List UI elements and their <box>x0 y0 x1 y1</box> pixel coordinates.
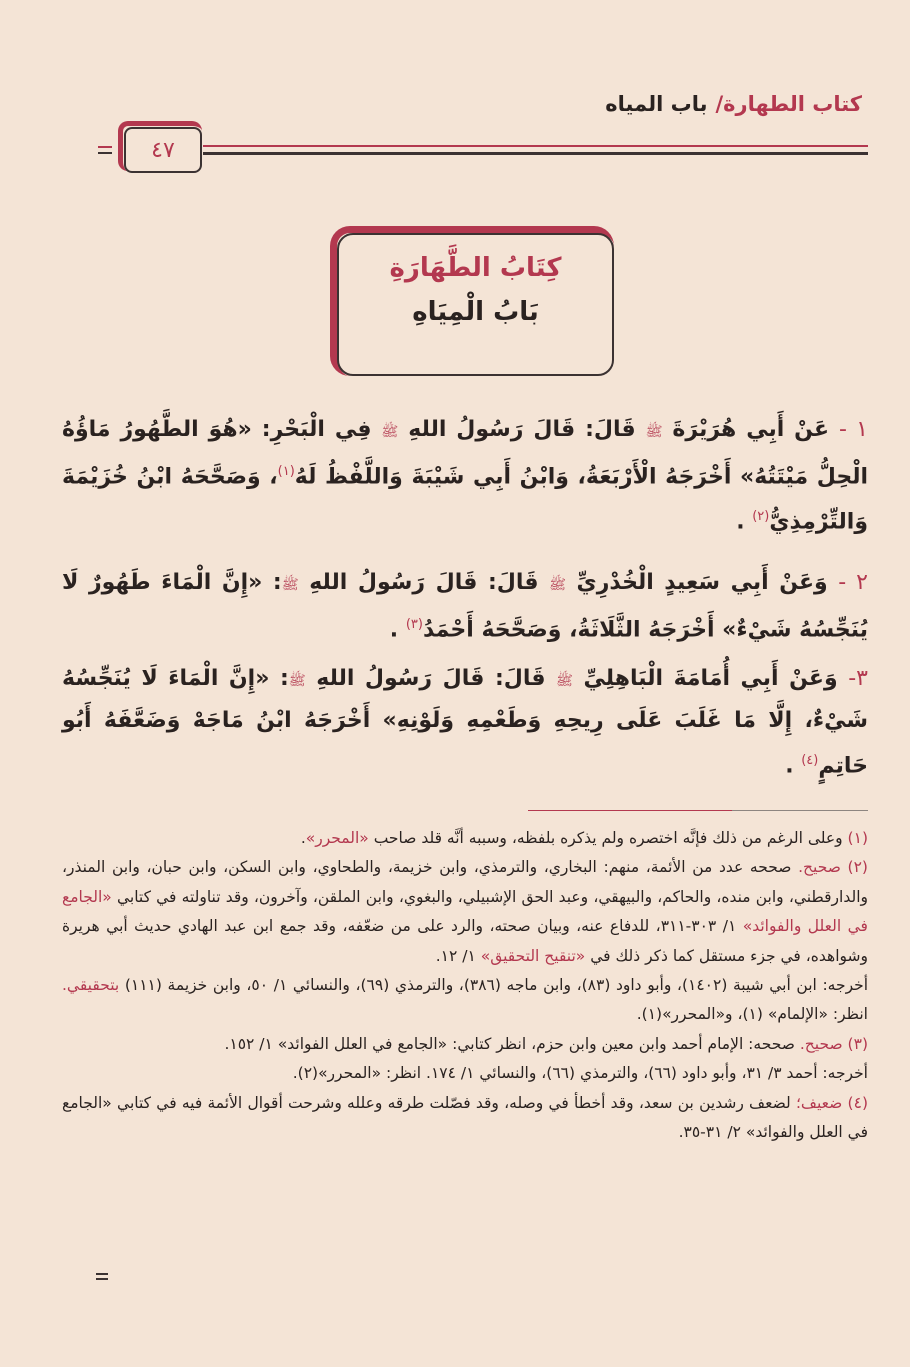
hadith-text: قَالَ: قَالَ رَسُولُ اللهِ <box>408 417 636 442</box>
honorific-icon: ﷺ <box>645 424 663 440</box>
hadith-text: : «إِنَّ الْمَاءَ لَا يُنَجِّسُهُ شَيْءٌ، إِلَّا مَا غَلَبَ عَلَى رِيحِهِ وَطَعْمِهِ وَلَوْنِهِ» أَخْرَجَهُ ابْنُ مَاجَهْ وَضَعَّفَهُ أَبُو حَاتِمٍ <box>62 666 868 779</box>
footnote-2 <box>62 853 868 971</box>
hadith-text: : «إِنَّ الْمَاءَ طَهُورٌ لَا يُنَجِّسُهُ شَيْءٌ» أَخْرَجَهُ الثَّلَاثَةُ، وَصَحَّحَهُ أَحْمَدُ <box>62 570 868 643</box>
hadith-end: . <box>389 617 399 643</box>
footnote-separator <box>528 810 868 811</box>
footnote-1 <box>62 824 868 853</box>
footnote-grade: صحيح. <box>798 858 841 877</box>
footnote-3-takhrij <box>62 1059 868 1088</box>
footnote-tahqiq: بتحقيقي. <box>62 976 120 995</box>
running-head-chapter: باب المياه <box>605 92 708 116</box>
footnote-takhrij: أخرجه: أحمد ٣/ ٣١، وأبو داود (٦٦)، والترمذي (٦٦)، والنسائي ١/ ١٧٤. انظر: «المحرر»(٢). <box>292 1064 868 1083</box>
footnote-text: لضعف رشدين بن سعد، وقد أخطأ في وصله، وقد فصّلت طرقه وعلله وشرحت أقوال الأئمة فيه في كتابي «الجامع في العلل والفوائد» ٢/ ٣١-٣٥. <box>62 1093 868 1142</box>
honorific-icon: ﷺ <box>556 673 573 689</box>
honorific-icon: ﷺ <box>288 673 306 689</box>
footnote-quote: «المحرر» <box>305 829 369 847</box>
honorific-icon: ﷺ <box>281 577 299 593</box>
footnote-4 <box>62 1089 868 1148</box>
running-head <box>605 92 862 116</box>
footnote-number: (٣) <box>847 1034 868 1053</box>
footnote-takhrij: أخرجه: ابن أبي شيبة (١٤٠٢)، وأبو داود (٨٣)، وابن ماجه (٣٨٦)، والترمذي (٦٩)، والنسائي ١/ ٥٠، وابن خزيمة (١١١) <box>124 976 869 995</box>
header-rule-accent <box>203 145 868 147</box>
honorific-icon: ﷺ <box>549 577 566 593</box>
hadith-text: وَعَنْ أَبِي أُمَامَةَ الْبَاهِلِيِّ <box>583 666 838 691</box>
page-number-box <box>124 127 202 173</box>
footnote-number: (١) <box>847 829 868 847</box>
title-box <box>337 233 614 376</box>
footnote-ref[interactable]: (٤) <box>801 753 819 768</box>
hadith-2 <box>62 563 868 650</box>
footnote-ref[interactable]: (٣) <box>405 617 423 632</box>
footnote-3 <box>62 1030 868 1059</box>
footnote-ref[interactable]: (١) <box>277 464 295 479</box>
footnote-text: ١/ ٣٠٣-٣١١، للدفاع عنه، وبيان صحته، والرد على من ضعّفه، وقد جمع ابن عبد الهادي حديث أبي هريرة وشواهده، في جزء مستقل كما ذكر ذلك في <box>62 917 868 965</box>
footnote-quote: «الجامع في العلل والفوائد» <box>62 887 868 936</box>
footnote-2-takhrij <box>62 971 868 1030</box>
hadith-1 <box>62 410 868 543</box>
book-title: كِتَابُ الطَّهَارَةِ <box>389 253 562 283</box>
footnote-end: . <box>300 829 306 847</box>
hadith-text: ، وَصَحَّحَهُ ابْنُ خُزَيْمَةَ وَالتِّرْمِذِيُّ <box>62 464 868 535</box>
footnote-text: وعلى الرغم من ذلك فإنَّه اختصره ولم يذكره بلفظه، وسببه أنَّه قلد صاحب <box>373 829 843 847</box>
footnote-takhrij: انظر: «الإلمام» (١)، و«المحرر»(١). <box>636 1005 868 1024</box>
hadith-end: . <box>736 509 745 535</box>
footnotes <box>62 824 868 1147</box>
hadith-text: فِي الْبَحْرِ: «هُوَ الطَّهُورُ مَاؤُهُ الْحِلُّ مَيْتَتُهُ» أَخْرَجَهُ الْأَرْبَعَةُ، وَابْنُ أَبِي شَيْبَةَ وَاللَّفْظُ لَهُ <box>62 417 868 490</box>
honorific-icon: ﷺ <box>381 424 399 440</box>
footnote-text: صححه عدد من الأئمة، منهم: البخاري، والترمذي، وابن خزيمة، والطحاوي، وابن السكن، وابن حبان، وابن المنذر، والدارقطني، وابن منده، والحاكم، والبيهقي، وعبد الحق الإشبيلي، والبغوي، وابن الملقن، وآخرون، وقد تناولته في كتابي <box>62 858 868 906</box>
hadith-text: وَعَنْ أَبِي سَعِيدٍ الْخُدْرِيِّ <box>576 570 828 595</box>
hadith-end: . <box>785 753 794 779</box>
chapter-title: بَابُ الْمِيَاهِ <box>412 297 539 327</box>
hadith-number: ٢ - <box>838 570 868 595</box>
footnote-number: (٤) <box>847 1093 868 1112</box>
footnote-text: ١/ ١٢. <box>435 946 476 965</box>
footnote-ref[interactable]: (٢) <box>752 509 770 525</box>
hadith-number: ٣- <box>848 666 868 691</box>
running-head-book: كتاب الطهارة/ <box>715 92 862 116</box>
header-rule-dark <box>203 152 868 155</box>
page-number: ٤٧ <box>151 137 175 163</box>
continuation-mark <box>96 1273 108 1280</box>
footnote-grade: صحيح. <box>799 1034 843 1053</box>
footnote-text: صححه: الإمام أحمد وابن معين وابن حزم، انظر كتابي: «الجامع في العلل الفوائد» ١/ ١٥٢. <box>224 1034 795 1053</box>
footnote-quote: «تنقيح التحقيق» <box>480 946 586 965</box>
hadith-number: ١ - <box>838 417 868 442</box>
hadith-text: قَالَ: قَالَ رَسُولُ اللهِ <box>316 666 546 691</box>
footnote-grade: ضعيف؛ <box>796 1093 843 1112</box>
footnote-number: (٢) <box>847 858 868 877</box>
hadith-text: عَنْ أَبِي هُرَيْرَةَ <box>672 417 830 442</box>
hadith-3 <box>62 659 868 786</box>
header-rule-end-mark <box>98 146 112 154</box>
hadith-text: قَالَ: قَالَ رَسُولُ اللهِ <box>309 570 539 595</box>
